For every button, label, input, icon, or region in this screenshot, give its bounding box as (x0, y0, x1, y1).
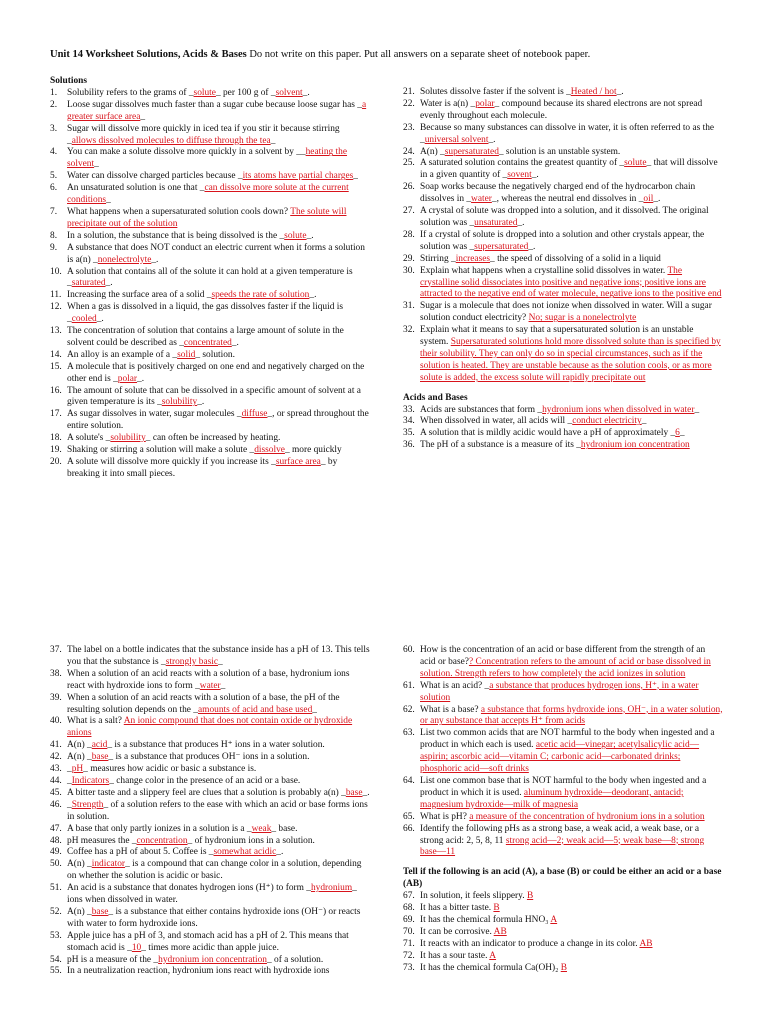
worksheet-header (50, 49, 750, 60)
question-32: 32. Explain what it means to say that a supersaturated solution is an unstable system. Supersaturated solutions hold more dissolved solute than is specified by their solubility. They can only do so in special circumstances, such as if the solution is heated. They are unstable because as the solution cools, or as more solute is added, the excess solute will rapidly precipitate out (403, 325, 721, 383)
answer-29: increases (455, 253, 491, 264)
question-68: 68. It has a bitter taste. B (403, 903, 500, 914)
answer-26a: water (471, 194, 492, 205)
question-40: 40. What is a salt? An ionic compound that does not contain oxide or hydroxide anions (50, 716, 353, 739)
question-64: 64. List one common base that is NOT harmful to the body when ingested and a product in which it is used. aluminum hydroxide—deodorant, antacid; magnesium hydroxide—milk of magnesia (403, 775, 707, 810)
question-53: 53. Apple juice has a pH of 3, and stomach acid has a pH of 2. This means that stomach acid is _10_ times more acidic than apple juice. (50, 930, 349, 953)
question-41: 41. A(n) _acid_ is a substance that produces H⁺ ions in a water solution. (50, 740, 325, 751)
answer-49: somewhat acidic (213, 847, 277, 858)
question-35: 35. A solution that is mildly acidic would have a pH of approximately _6_ (403, 428, 685, 439)
answer-1a: solute (193, 87, 216, 98)
answer-14: solid (177, 349, 196, 360)
answer-10: saturated (71, 278, 106, 289)
question-17: 17. As sugar dissolves in water, sugar molecules _diffuse_, or spread throughout the entire solution. (50, 409, 369, 432)
answer-34: conduct electricity (572, 416, 642, 427)
answer-30: The crystalline solid dissociates into positive and negative ions; positive ions are attracted to the negative end of water molecule, negative ions to the positive end (420, 265, 722, 300)
question-26: 26. Soap works because the negatively charged end of the hydrocarbon chain dissolves in _water_, whereas the neutral end dissolves in _oil_. (403, 182, 696, 205)
question-14: 14. An alloy is an example of a _solid_ solution. (50, 349, 235, 360)
question-73: 73. It has the chemical formula Ca(OH)₂ B (403, 962, 567, 973)
question-72: 72. It has a sour taste. A (403, 950, 497, 961)
answer-72: A (489, 950, 497, 961)
question-8: 8. In a solution, the substance that is being dissolved is the _solute_. (50, 230, 314, 241)
answer-26b: oil (643, 194, 654, 205)
answer-8: solute (284, 230, 307, 241)
answer-61: a substance that produces hydrogen ions, H⁺, in a water solution (420, 680, 699, 703)
answer-63: acetic acid—vinegar; acetylsalicylic acid—aspirin; ascorbic acid—vitamin C; carbonic acid—carbonated drinks; phosphoric acid—soft drinks (420, 740, 700, 775)
question-28: 28. If a crystal of solute is dropped into a solution and other crystals appear, the solution was _supersaturated_. (403, 229, 705, 252)
question-39: 39. When a solution of an acid reacts with a solution of a base, the pH of the resulting solution depends on the _amounts of acid and base used_ (50, 692, 340, 715)
question-29: 29. Stirring _increases_ the speed of dissolving of a solid in a liquid (403, 253, 661, 264)
question-60: 60. How is the concentration of an acid or base different from the strength of an acid or base?? Concentration refers to the amount of acid or base dissolved in solution. Strength refers to how completely the acid ionizes in solution (403, 645, 711, 679)
answer-73: B (560, 962, 567, 973)
section-heading-solutions: Solutions (50, 76, 87, 86)
question-11: 11. Increasing the surface area of a solid _speeds the rate of solution_. (50, 290, 317, 301)
answer-15: polar (117, 373, 138, 384)
question-65: 65. What is pH? a measure of the concentration of hydronium ions in a solution (403, 811, 705, 822)
question-37: 37. The label on a bottle indicates that the substance inside has a pH of 13. This tells you that the substance is _strongly basic_ (50, 645, 370, 667)
question-4: 4. You can make a solute dissolve more quickly in a solvent by __heating the solvent_ (50, 147, 348, 170)
question-5: 5. Water can dissolve charged particles because _its atoms have partial charges_ (50, 171, 358, 182)
question-71: 71. It reacts with an indicator to produce a change in its color. AB (403, 938, 653, 949)
answer-42: base (91, 752, 109, 763)
answer-41: acid (91, 740, 108, 751)
question-27: 27. A crystal of solute was dropped into a solution, and it dissolved. The original solution was _unsaturated_. (403, 206, 709, 228)
answer-66: strong acid—2; weak acid—5; weak base—8; strong base—11 (420, 835, 705, 858)
question-2: 2. Loose sugar dissolves much faster than a sugar cube because loose sugar has _a greater surface area_ (50, 99, 367, 122)
question-24: 24. A(n) _supersaturated_ solution is an unstable system. (403, 146, 621, 157)
questions-column-bottom-right (403, 645, 723, 974)
answer-44: Indicators (71, 775, 110, 786)
question-23: 23. Because so many substances can dissolve in water, it is often referred to as the _universal solvent_. (403, 122, 715, 145)
question-67: 67. In solution, it feels slippery. B (403, 891, 534, 902)
answer-45: base (345, 787, 363, 798)
question-69: 69. It has the chemical formula HNO₃ A (403, 914, 558, 925)
question-9: 9. A substance that does NOT conduct an electric current when it forms a solution is a(n) _nonelectrolyte_. (50, 242, 365, 265)
question-36: 36. The pH of a substance is a measure of its _hydronium ion concentration (403, 440, 690, 451)
answer-52: base (91, 906, 109, 917)
question-66: 66. Identify the following pHs as a strong base, a weak acid, a weak base, or a strong acid: 2, 5, 8, 11 strong acid—2; weak acid—5; weak base—8; strong base—11 (403, 823, 705, 858)
answer-4: heating the solvent (67, 147, 348, 170)
question-63: 63. List two common acids that are NOT harmful to the body when ingested and a product in which each is used. acetic acid—vinegar; acetylsalicylic acid—aspirin; ascorbic acid—vitamin C; carbonic acid—carbonated drinks; phosphoric acid—soft drinks (403, 728, 715, 775)
question-50: 50. A(n) _indicator_ is a compound that can change color in a solution, depending on whether the solution is acidic or basic. (50, 859, 362, 882)
questions-column-bottom-left (50, 645, 370, 978)
answer-71: AB (639, 938, 653, 949)
answer-25b: sovent (507, 170, 532, 181)
answer-12: cooled (71, 314, 97, 325)
question-1: 1. Solubility refers to the grams of _solute_ per 100 g of _solvent_. (50, 87, 310, 98)
question-19: 19. Shaking or stirring a solution will make a solute _dissolve_ more quickly (50, 445, 342, 456)
answer-33: hydronium ions when dissolved in water (542, 404, 695, 415)
answer-48: concentration (136, 835, 188, 846)
question-45: 45. A bitter taste and a slippery feel are clues that a solution is probably a(n) _base_. (50, 787, 370, 798)
question-43: 43. _pH_ measures how acidic or basic a substance is. (50, 764, 257, 775)
answer-53: 10 (131, 942, 142, 953)
question-38: 38. When a solution of an acid reacts with a solution of a base, hydronium ions react with hydroxide ions to form _water_ (50, 668, 350, 691)
answer-39: amounts of acid and base used (197, 704, 313, 715)
answer-65: a measure of the concentration of hydronium ions in a solution (469, 811, 705, 822)
worksheet-title: Unit 14 Worksheet Solutions, Acids & Bases (50, 49, 247, 60)
answer-6: can dissolve more solute at the current conditions (67, 183, 349, 206)
section-heading-acids-and-bases: Acids and Bases (403, 392, 468, 403)
answer-11: speeds the rate of solution (211, 290, 310, 301)
answer-69: A (550, 914, 558, 925)
answer-22: polar (475, 98, 495, 109)
section-heading-classify: Tell if the following is an acid (A), a base (B) or could be either an acid or a base (AB) (403, 867, 722, 890)
answer-20: surface area (275, 457, 321, 467)
answer-43: pH (71, 764, 84, 775)
answer-32: Supersaturated solutions hold more dissolved solute than is specified by their solubility. They can only do so in special circumstances, such as if the solution is heated. They are unstable because as the solution cools, or as more solute is added, the excess solute will rapidly precipitate out (420, 337, 721, 383)
question-25: 25. A saturated solution contains the greatest quantity of _solute_ that will dissolve in a given quantity of _sovent_. (403, 158, 718, 181)
answer-64: aluminum hydroxide—deodorant, antacid; magnesium hydroxide—milk of magnesia (420, 787, 684, 810)
question-62: 62. What is a base? a substance that forms hydroxide ions, OH⁻, in a water solution, or any substance that accepts H⁺ from acids (403, 704, 723, 727)
question-15: 15. A molecule that is positively charged on one end and negatively charged on the other end is _polar_. (50, 361, 365, 384)
answer-50: indicator (91, 859, 126, 870)
question-44: 44. _Indicators_ change color in the presence of an acid or a base. (50, 775, 301, 786)
question-48: 48. pH measures the _concentration_ of hydronium ions in a solution. (50, 835, 315, 846)
question-6: 6. An unsaturated solution is one that _can dissolve more solute at the current conditions_ (50, 183, 349, 206)
question-52: 52. A(n) _base_ is a substance that either contains hydroxide ions (OH⁻) or reacts with water to form hydroxide ions. (50, 906, 361, 929)
question-7: 7. What happens when a supersaturated solution cools down? The solute will precipitate out of the solution (50, 206, 347, 229)
question-34: 34. When dissolved in water, all acids will _conduct electricity_ (403, 416, 647, 427)
answer-47: weak (251, 823, 272, 834)
question-12: 12. When a gas is dissolved in a liquid, the gas dissolves faster if the liquid is _cooled_. (50, 302, 343, 325)
answer-7: The solute will precipitate out of the solution (67, 206, 347, 229)
question-10: 10. A solution that contains all of the solute it can hold at a given temperature is _saturated_. (50, 266, 353, 289)
question-47: 47. A base that only partly ionizes in a solution is a _weak_ base. (50, 823, 298, 834)
answer-9: nonelectrolyte (97, 254, 152, 265)
answer-28: supersaturated (474, 241, 529, 252)
question-21: 21. Solutes dissolve faster if the solvent is _Heated / hot_. (403, 87, 624, 97)
answer-5: its atoms have partial charges (242, 171, 354, 182)
question-20: 20. A solute will dissolve more quickly if you increase its _surface area_ by breaking it into small pieces. (50, 457, 338, 479)
answer-2: a greater surface area (67, 99, 367, 122)
question-54: 54. pH is a measure of the _hydronium ion concentration_ of a solution. (50, 954, 324, 965)
answer-54: hydronium ion concentration (158, 954, 267, 965)
question-46: 46. _Strength_ of a solution refers to the ease with which an acid or base forms ions in solution. (50, 799, 368, 822)
question-31: 31. Sugar is a molecule that does not ionize when dissolved in water. Will a sugar solution conduct electricity? No; sugar is a nonelectrolyte (403, 301, 712, 324)
answer-1b: solvent (275, 87, 303, 98)
question-30: 30. Explain what happens when a crystalline solid dissolves in water. The crystalline solid dissociates into positive and negative ions; positive ions are attracted to the negative end of water molecule, negative ions to the positive end (403, 265, 722, 300)
question-16: 16. The amount of solute that can be dissolved in a specific amount of solvent at a given temperature is its _solubility_. (50, 385, 361, 408)
answer-60: ? Concentration refers to the amount of acid or base dissolved in solution. Strength refers to how completely the acid ionizes in solution (420, 656, 711, 679)
answer-37: strongly basic (165, 656, 219, 667)
question-55: 55. In a neutralization reaction, hydronium ions react with hydroxide ions (50, 966, 330, 977)
answer-13: concentrated (183, 337, 232, 348)
question-22: 22. Water is a(n) _polar_ compound because its shared electrons are not spread evenly throughout each molecule. (403, 98, 703, 121)
answer-17: diffuse (241, 409, 268, 420)
answer-40: An ionic compound that does not contain oxide or hydroxide anions (67, 716, 353, 739)
question-70: 70. It can be corrosive. AB (403, 926, 507, 937)
answer-18: solubility (110, 433, 146, 444)
answer-25a: solute (624, 158, 647, 169)
answer-62: a substance that forms hydroxide ions, OH⁻, in a water solution, or any substance that accepts H⁺ from acids (420, 704, 723, 727)
answer-68: B (493, 903, 500, 914)
answer-67: B (526, 891, 534, 902)
answer-19: dissolve (254, 445, 285, 456)
question-33: 33. Acids are substances that form _hydronium ions when dissolved in water_ (403, 404, 700, 415)
answer-16: solubility (161, 397, 198, 408)
answer-51: hydronium (310, 883, 353, 894)
question-49: 49. Coffee has a pH of about 5. Coffee is _somewhat acidic_. (50, 847, 284, 858)
answer-36: hydronium ion concentration (580, 440, 690, 451)
worksheet-instructions: Do not write on this paper. Put all answers on a separate sheet of notebook paper. (249, 49, 591, 60)
question-13: 13. The concentration of solution that contains a large amount of solute in the solvent could be described as _concentrated_. (50, 326, 344, 348)
answer-24: supersaturated (444, 146, 499, 157)
question-42: 42. A(n) _base_ is a substance that produces OH⁻ ions in a solution. (50, 752, 310, 763)
questions-column-top-right (403, 87, 723, 452)
answer-70: AB (493, 926, 507, 937)
answer-35: 6 (675, 428, 680, 439)
answer-46: Strength (71, 799, 104, 810)
question-51: 51. An acid is a substance that donates hydrogen ions (H⁺) to form _hydronium_ ions when dissolved in water. (50, 883, 357, 906)
question-3: 3. Sugar will dissolve more quickly in iced tea if you stir it because stirring _allows dissolved molecules to diffuse through the tea_ (50, 123, 340, 146)
answer-31: No; sugar is a nonelectrolyte (528, 313, 637, 324)
question-61: 61. What is an acid? _a substance that produces hydrogen ions, H⁺, in a water solution (403, 680, 699, 703)
answer-23: universal solvent (424, 134, 489, 145)
question-18: 18. A solute's _solubility_ can often be increased by heating. (50, 433, 281, 444)
answer-27: unsaturated (474, 217, 518, 228)
answer-38: water (199, 680, 221, 691)
answer-3: allows dissolved molecules to diffuse through the tea (71, 135, 271, 146)
questions-column-top-left (50, 76, 370, 481)
answer-21: Heated / hot (570, 87, 617, 97)
